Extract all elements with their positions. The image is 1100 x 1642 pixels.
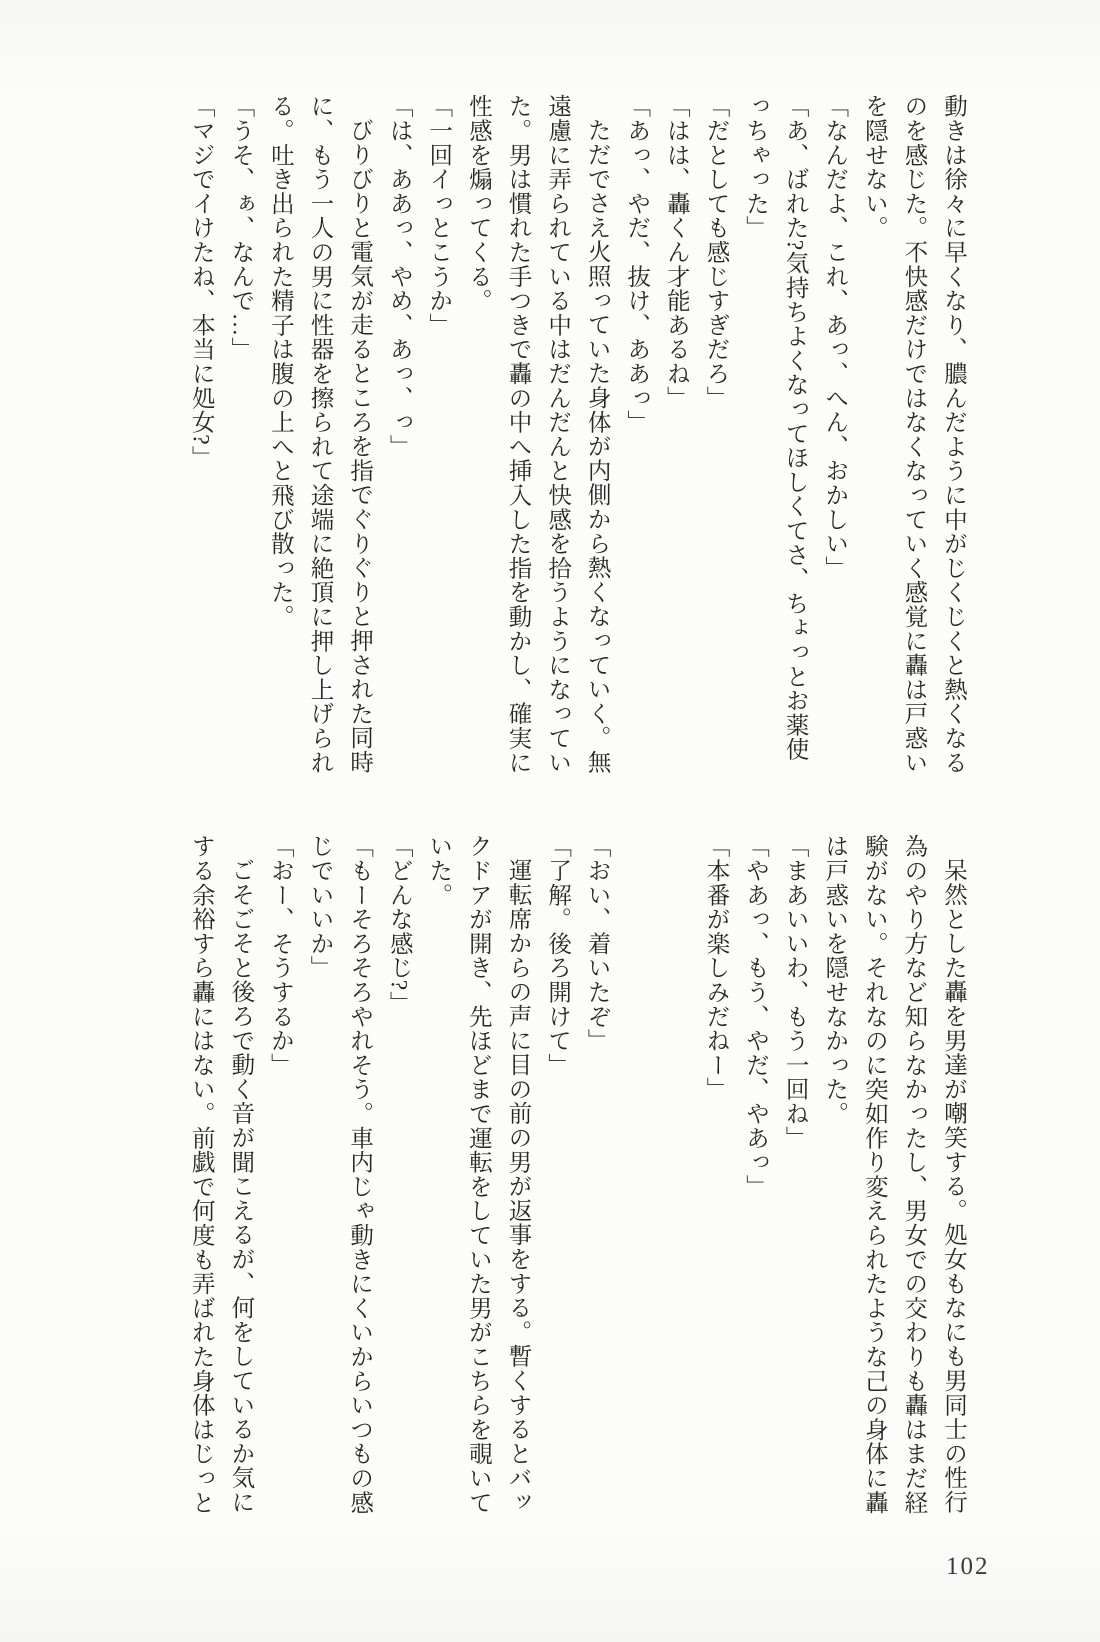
text-band-bottom [180,834,972,1516]
paragraph-line [616,834,656,1516]
paragraph-line: 「一回イっとこうか」 [425,94,452,337]
paragraph-line: 呆然とした轟を男達が嘲笑する。処女もなにも男同士の性行為のやり方など知らなかったし、男女での交わりも轟はまだ経験がない。それなのに突如作り変えられたような己の身体に轟は戸惑いを隠せなかった。 [821,834,966,1515]
paragraph-line: 「なんだよ、これ、あっ、へん、おかしい」 [821,94,848,580]
paragraph-line: 「あ、ばれた?気持ちよくなってほしくてさ、ちょっとお薬使っちゃった」 [742,94,808,762]
page-number: 102 [946,1553,990,1580]
paragraph-line: 「どんな感じ?」 [385,834,412,1016]
paragraph-line: 「はは、轟くん才能あるね」 [662,94,689,410]
paragraph-line: 運転席からの声に目の前の男が返事をする。暫くするとバックドアが開き、先ほどまで運転をしていた男がこちらを覗いていた。 [425,834,531,1515]
paragraph-line: ごそごそと後ろで動く音が聞こえるが、何をしているか気にする余裕すら轟にはない。前戯で何度も弄ばれた身体はじっと [187,834,254,1515]
paragraph-line: 「おい、着いたぞ」 [583,834,610,1053]
paragraph-line: 「マジでイけたね、本当に処女?」 [187,94,214,470]
paragraph-line: 「おー、そうするか」 [266,834,293,1077]
paragraph-line: 「うそ、ぁ、なんで…」 [227,94,254,362]
paragraph-line: ただでさえ火照っていた身体が内側から熱くなっていく。無遠慮に弄られている中はだんだんと快感を拾うようになっていた。男は慣れた手つきで轟の中へ挿入した指を動かし、確実に性感を煽ってくる。 [464,94,610,775]
paragraph-line: 「は、ああっ、やめ、あっ、っ」 [385,94,412,459]
paragraph-line: 「もーそろそろやれそう。車内じゃ動きにくいからいつもの感じでいいか」 [306,834,373,1515]
paragraph-line: 「本番が楽しみだねー」 [702,834,729,1102]
paragraph-line: 動きは徐々に早くなり、膿んだように中がじくじくと熱くなるのを感じた。不快感だけではなくなっていく感覚に轟は戸惑いを隠せない。 [860,94,966,775]
paragraph-line: 「だとしても感じすぎだろ」 [702,94,729,410]
paragraph-line: 「やあっ、もう、やだ、やあっ」 [742,834,769,1199]
paragraph-line: びりびりと電気が走るところを指でぐりぐりと押された同時に、もう一人の男に性器を擦られて途端に絶頂に押し上げられる。吐き出られた精子は腹の上へと飛び散った。 [266,94,373,775]
text-band-top [180,94,972,776]
paragraph-line: 「了解。後ろ開けて」 [544,834,571,1077]
paragraph-line: 「まあいいわ、もう一回ね」 [781,834,808,1150]
paragraph-line: 「あっ、やだ、抜け、ああっ」 [623,94,650,435]
paragraph-line [655,834,695,1516]
